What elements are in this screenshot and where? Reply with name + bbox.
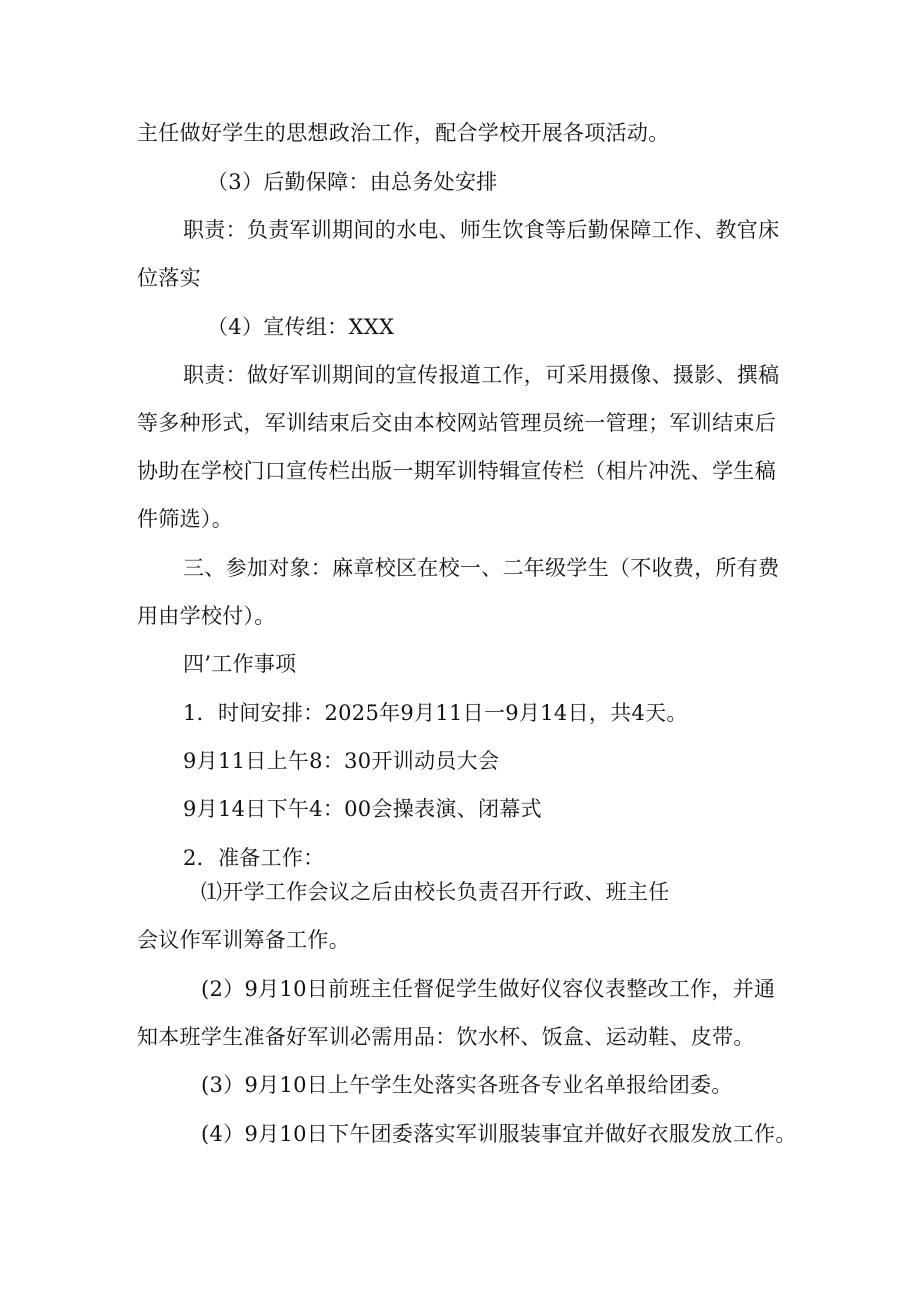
paragraph-line: 职责：做好军训期间的宣传报道工作，可采用摄像、摄影、撰稿 bbox=[183, 363, 780, 387]
schedule-item: 9月11日上午8：30开训动员大会 bbox=[183, 749, 500, 773]
list-item: (2）9月10日前班主任督促学生做好仪容仪表整改工作，并通 bbox=[201, 977, 776, 1001]
paragraph-line: 协助在学校门口宣传栏出版一期军训特辑宣传栏（相片冲洗、学生稿 bbox=[137, 459, 776, 483]
paragraph-line: 主任做好学生的思想政治工作，配合学校开展各项活动。 bbox=[137, 121, 670, 145]
list-item: (3）9月10日上午学生处落实各班各专业名单报给团委。 bbox=[201, 1073, 733, 1097]
paragraph-line: 用由学校付）。 bbox=[137, 604, 276, 628]
paragraph-line: 知本班学生准备好军训必需用品：饮水杯、饭盒、运动鞋、皮带。 bbox=[137, 1025, 755, 1049]
schedule-item: 9月14日下午4：00会操表演、闭幕式 bbox=[183, 797, 542, 821]
list-item: 2．准备工作： bbox=[183, 846, 325, 870]
section-heading: （4）宣传组：XXX bbox=[207, 315, 395, 339]
section-heading: （3）后勤保障：由总务处安排 bbox=[207, 170, 498, 194]
section-heading: 三、参加对象：麻章校区在校一、二年级学生（不收费，所有费 bbox=[183, 556, 780, 580]
list-item: ⑴开学工作会议之后由校长负责召开行政、班主任 bbox=[201, 880, 670, 904]
paragraph-line: 职责：负责军训期间的水电、师生饮食等后勤保障工作、教官床 bbox=[183, 218, 780, 242]
list-item: (4）9月10日下午团委落实军训服装事宜并做好衣服发放工作。 bbox=[201, 1122, 797, 1146]
list-item: 1．时间安排：2025年9月11日一9月14日，共4天。 bbox=[183, 701, 688, 725]
section-heading: 四’工作事项 bbox=[183, 652, 297, 676]
paragraph-line: 等多种形式，军训结束后交由本校网站管理员统一管理；军训结束后 bbox=[137, 411, 776, 435]
paragraph-line: 件筛选）。 bbox=[137, 507, 233, 531]
paragraph-line: 位落实 bbox=[137, 266, 201, 290]
paragraph-line: 会议作军训筹备工作。 bbox=[137, 928, 350, 952]
